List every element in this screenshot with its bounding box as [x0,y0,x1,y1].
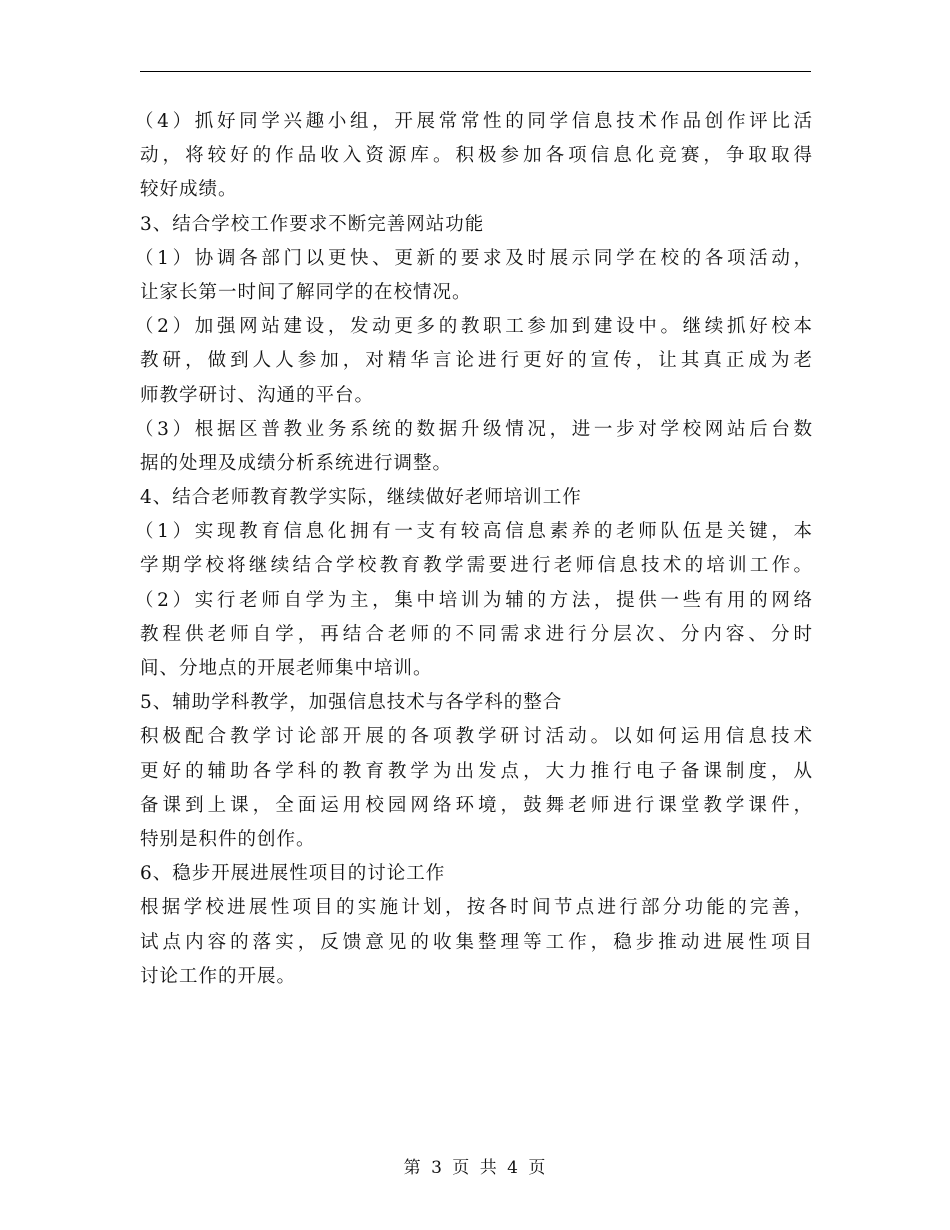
text-line: 间、分地点的开展老师集中培训。 [140,658,433,679]
text-line: （3）根据区普教业务系统的数据升级情况，进一步对学校网站后台数 [135,418,812,440]
text-line: 据的处理及成绩分析系统进行调整。 [140,452,453,474]
text-line: （4）抓好同学兴趣小组，开展常常性的同学信息技术作品创作评比活 [135,111,812,132]
text-line: （2）实行老师自学为主，集中培训为辅的方法，提供一些有用的网络 [135,589,812,611]
section-heading: 3、结合学校工作要求不断完善网站功能 [140,213,485,235]
section-heading: 5、辅助学科教学，加强信息技术与各学科的整合 [140,692,563,714]
text-line: （2）加强网站建设，发动更多的教职工参加到建设中。继续抓好校本 [135,316,812,338]
text-line: 特别是积件的创作。 [140,828,316,850]
text-line: 根据学校进展性项目的实施计划，按各时间节点进行部分功能的完善， [140,897,812,919]
text-line: （1）实现教育信息化拥有一支有较高信息素养的老师队伍是关键，本 [135,521,812,543]
text-line: 积极配合教学讨论部开展的各项教学研讨活动。以如何运用信息技术 [140,726,812,748]
page-number: 第 3 页 共 4 页 [403,1158,547,1178]
text-line: 教研，做到人人参加，对精华言论进行更好的宣传，让其真正成为老 [140,350,812,372]
section-heading: 4、结合老师教育教学实际，继续做好老师培训工作 [140,487,582,509]
document-body [135,105,812,994]
section-heading: 6、稳步开展进展性项目的讨论工作 [140,863,446,885]
header-rule [140,71,811,72]
text-line: 讨论工作的开展。 [140,965,297,987]
text-line: 让家长第一时间了解同学的在校情况。 [140,281,472,303]
text-line: 较好成绩。 [140,179,238,201]
text-line: 更好的辅助各学科的教育教学为出发点，大力推行电子备课制度，从 [140,760,812,782]
text-line: 备课到上课，全面运用校园网络环境，鼓舞老师进行课堂教学课件， [140,794,812,816]
text-line: 试点内容的落实，反馈意见的收集整理等工作，稳步推动进展性项目 [140,931,812,953]
text-line: 动，将较好的作品收入资源库。积极参加各项信息化竞赛，争取取得 [140,145,812,167]
text-line: 教程供老师自学，再结合老师的不同需求进行分层次、分内容、分时 [140,623,812,645]
text-line: 学期学校将继续结合学校教育教学需要进行老师信息技术的培训工作。 [140,555,812,577]
text-line: （1）协调各部门以更快、更新的要求及时展示同学在校的各项活动， [135,247,812,269]
text-line: 师教学研讨、沟通的平台。 [140,384,375,406]
